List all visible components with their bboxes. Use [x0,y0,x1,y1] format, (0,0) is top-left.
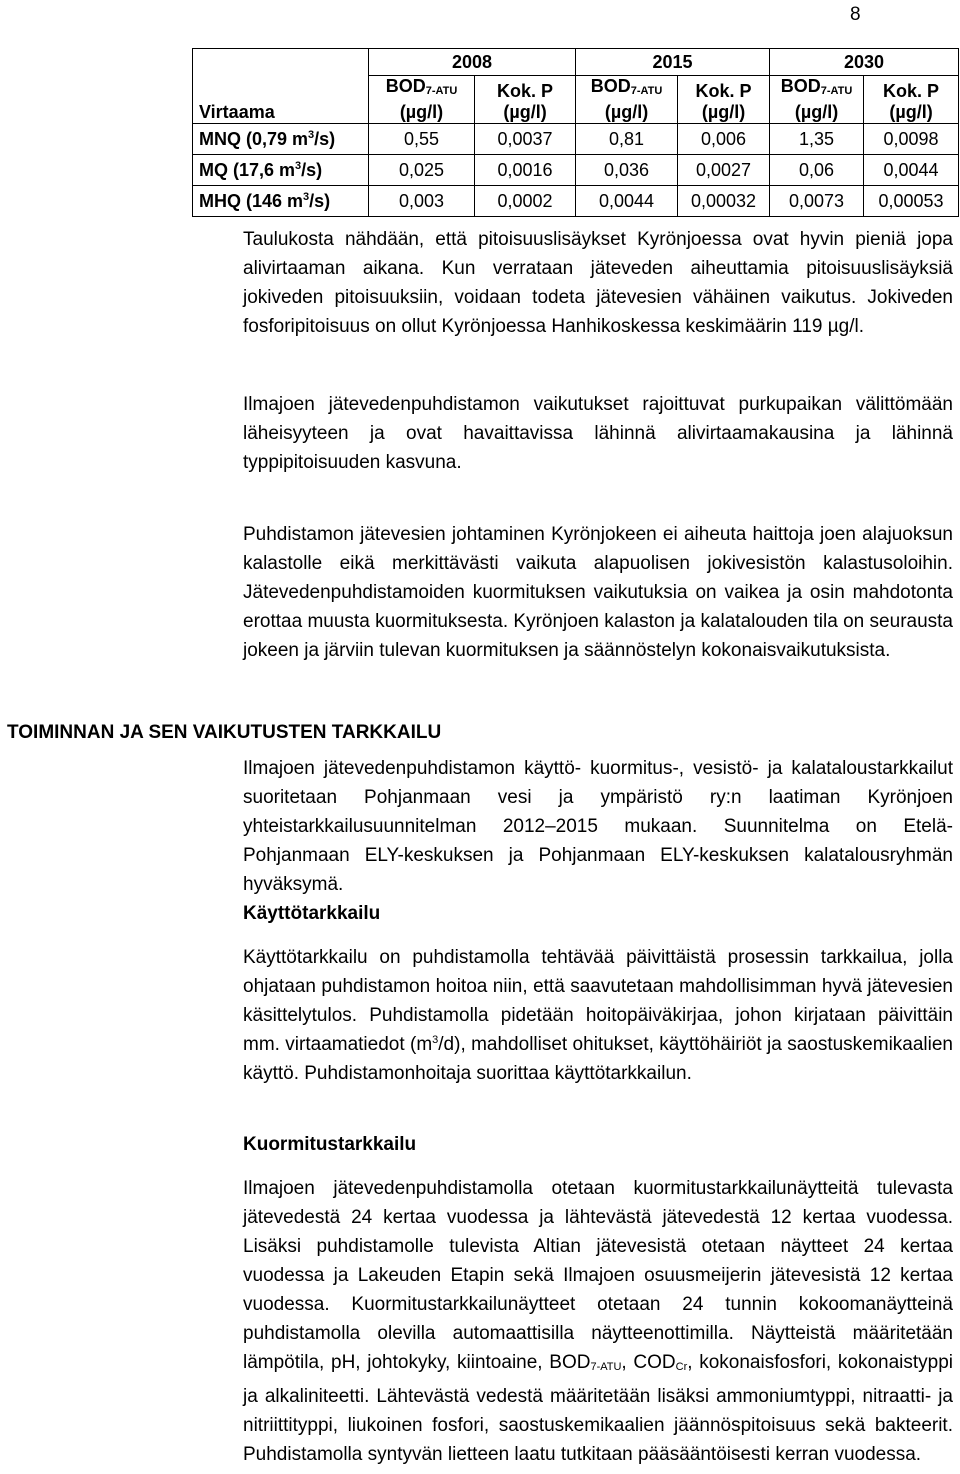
table-header-years [193,49,959,76]
table-cell: 0,81 [576,124,678,155]
virtaama-header: Virtaama [193,76,369,124]
paragraph-monitoring-plan: Ilmajoen jätevedenpuhdistamon käyttö- kuormitus-, vesistö- ja kalataloustarkkailut suoritetaan Pohjanmaan vesi ja ympäristö ry:n laatiman Kyrönjoen yhteistarkkailusuunnitelman 2012–2015 mukaan. Suunnitelma on Etelä-Pohjanmaan ELY-keskuksen ja Pohjanmaan ELY-keskuksen kalatalousryhmän hyväksymä. [243,758,953,895]
bod-header: $BOD_{7-ATU}$ (µg/l) [369,76,475,124]
table-cell: 0,0037 [475,124,576,155]
year-2015-header: 2015 [576,49,770,76]
bod-header: $BOD_{7-ATU}$ (µg/l) [576,76,678,124]
paragraph-table-interpretation: Taulukosta nähdään, että pitoisuuslisäykset Kyrönjoessa ovat hyvin pieniä jopa alivirtaaman aikana. Kun verrataan jäteveden aiheuttamia pitoisuuslisäyksiä jokiveden pitoisuuksiin, voidaan todeta jätevesien vähäinen vaikutus. Jokiveden fosforipitoisuus on ollut Kyrönjoessa Hanhikoskessa keskimäärin 119 µg/l. [243,229,953,337]
paragraph-kayttotarkkailu: Käyttötarkkailu on puhdistamolla tehtävää päivittäistä prosessin tarkkailua, jolla ohjataan puhdistamon hoitoa niin, että saavutetaan mahdollisimman hyvä jätevesien käsittelytulos. Puhdistamolla pidetään hoitopäiväkirjaa, johon kirjataan päivittäin mm. virtaamatiedot $(m^3/d)$, mahdolliset ohitukset, käyttöhäiriöt ja saostuskemikaalien käyttö. Puhdistamonhoitaja suorittaa käyttötarkkailun. [243,947,954,1084]
kok-p-header: Kok. P (µg/l) [678,76,770,124]
table-cell: 0,00032 [678,186,770,217]
table-row [193,124,959,155]
table-cell: 0,025 [369,155,475,186]
row-label: MNQ (0,79 $m^3/s$) [193,124,369,155]
table-cell: 0,00053 [864,186,959,217]
table-row [193,186,959,217]
paragraph-kuormitustarkkailu: Ilmajoen jätevedenpuhdistamolla otetaan kuormitustarkkailunäytteitä tulevasta jätevedestä 24 kertaa vuodessa ja lähtevästä jätevedestä 12 kertaa vuodessa. Lisäksi puhdistamolle tulevista Altian jätevesistä otetaan näytteet 24 kertaa vuodessa ja Lakeuden Etapin sekä Ilmajoen osuusmeijerin jätevesistä 12 kertaa vuodessa. Kuormitustarkkailunäytteet otetaan 24 tunnin kokoomanäytteinä puhdistamolla olevilla automaattisilla näytteenottimilla. Näytteistä määritetään lämpötila, pH, johtokyky, kiintoaine, $BOD_{7-ATU}$, $COD_{Cr}$, kokonaisfosfori, kokonaistyppi ja alkaliniteetti. Lähtevästä vedestä määritetään lisäksi ammoniumtyppi, nitraatti- ja nitriittityppi, liukoinen fosfori, saostuskemikaalien jäännöspitoisuus sekä bakteerit. Puhdistamolla syntyvän lietteen laatu tutkitaan pääsääntöisesti kerran vuodessa. [243,1178,954,1465]
paragraph-discharge-effects: Ilmajoen jätevedenpuhdistamon vaikutukset rajoittuvat purkupaikan välittömään läheisyyteen ja ovat havaittavissa lähinnä alivirtaamakausina ja lähinnä typpipitoisuuden kasvuna. [243,394,953,473]
table-corner-top [193,49,369,76]
page-number: 8 [850,4,861,25]
year-2008-header: 2008 [369,49,576,76]
year-2030-header: 2030 [770,49,959,76]
table-cell: 0,006 [678,124,770,155]
table-header-columns [193,76,959,124]
kuormitustarkkailu-heading: Kuormitustarkkailu [243,1134,417,1155]
table-cell: 0,06 [770,155,864,186]
table-cell: 0,036 [576,155,678,186]
section-heading: TOIMINNAN JA SEN VAIKUTUSTEN TARKKAILU [7,722,442,743]
table-cell: 0,55 [369,124,475,155]
table-cell: 0,0016 [475,155,576,186]
kayttotarkkailu-heading: Käyttötarkkailu [243,903,381,924]
table-cell: 0,0044 [576,186,678,217]
table-cell: 0,003 [369,186,475,217]
kok-p-header: Kok. P (µg/l) [864,76,959,124]
table-cell: 0,0098 [864,124,959,155]
table-cell: 0,0002 [475,186,576,217]
table-row [193,155,959,186]
table-cell: 1,35 [770,124,864,155]
table-cell: 0,0073 [770,186,864,217]
table-cell: 0,0044 [864,155,959,186]
wastewater-concentration-table [192,48,959,217]
paragraph-fish-effects: Puhdistamon jätevesien johtaminen Kyrönjokeen ei aiheuta haittoja joen alajuoksun kalastolle eikä merkittävästi vaikuta alapuolisen jokivesistön kalastusoloihin. Jätevedenpuhdistamoiden kuormituksen vaikutuksia on vaikea ja osin mahdotonta erottaa muusta kuormituksesta. Kyrönjoen kalaston ja kalatalouden tila on seurausta jokeen ja järviin tulevan kuormituksen ja säännöstelyn kokonaisvaikutuksista. [243,524,953,661]
row-label: MQ (17,6 $m^3/s$) [193,155,369,186]
table-cell: 0,0027 [678,155,770,186]
kok-p-header: Kok. P (µg/l) [475,76,576,124]
row-label: MHQ (146 $m^3/s$) [193,186,369,217]
bod-header: $BOD_{7-ATU}$ (µg/l) [770,76,864,124]
